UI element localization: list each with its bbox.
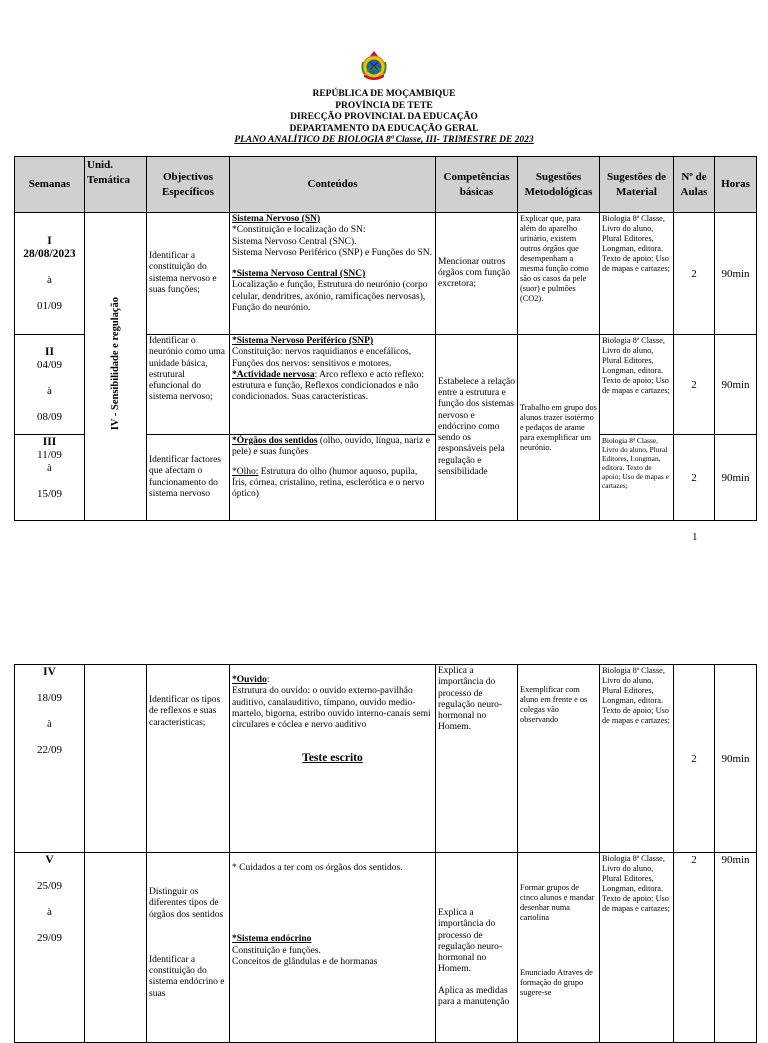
col-unid: Unid. Temática <box>85 157 147 213</box>
plan-table-page1 <box>14 156 757 521</box>
material-cell: Biologia 8ª Classe, Livro do aluno, Plural Editores, Longman, editora. Texto de apoio; Uso de mapas e cartazes; <box>600 853 674 1043</box>
objective-cell: Identificar a constituição do sistema nervoso e suas funções; <box>147 213 230 335</box>
horas-cell: 90min <box>715 335 757 435</box>
content-text: : Arco reflexo e acto reflexo: estrutura e função, Reflexos condicionados e não condicionados. Suas características. <box>232 369 425 403</box>
week-cell <box>15 335 85 435</box>
material-cell: Biologia 8ª Classe, Livro do aluno, Plural Editores, Longman, editora. Texto de apoio; Uso de mapas e cartazes; <box>600 665 674 853</box>
material-cell: Biologia 8ª Classe, Livro do aluno, Plural Editores, Longman, editora. Texto de apoio; Uso de mapas e cartazes; <box>600 213 674 335</box>
week-number: III <box>42 436 57 448</box>
content-text: Sistema Nervoso Central (SNC). <box>232 236 357 247</box>
week-number: IV <box>43 666 56 678</box>
method-text: Formar grupos de cinco alunos e mandar desenhar numa cartolina <box>520 883 595 922</box>
content-text: Constituição: nervos raquidianos e encefálicos, Funções dos nervos: sensitivos e motores. <box>232 347 412 369</box>
competence-text: Explica a importância do processo de regulação neuro-hormonal no Homem. <box>438 908 503 975</box>
objective-cell: Identificar o neurónio como uma unidade básica, estrutural efuncional do sistema nervoso; <box>147 335 230 435</box>
header-direction: DIRECÇÃO PROVINCIAL DA EDUCAÇÃO <box>290 112 478 122</box>
plan-table-page2 <box>14 664 757 1043</box>
week-start: 18/09 <box>36 692 63 704</box>
content-text: (olho, ouvido, língua, nariz e pele) e suas funções <box>232 436 430 458</box>
aulas-cell: 2 <box>674 335 715 435</box>
content-title: Sistema Nervoso (SN) <box>232 214 321 224</box>
horas-cell: 90min <box>715 435 757 521</box>
col-conteudos: Conteúdos <box>230 157 436 213</box>
header-department: DEPARTAMENTO DA EDUCAÇÃO GERAL <box>289 123 479 134</box>
content-title: *Sistema Nervoso Central (SNC) <box>232 269 366 280</box>
content-text: Sistema Nervoso Periférico (SNP) e Funções do SN. <box>232 247 433 258</box>
week-number: V <box>45 854 54 866</box>
content-title: *Olho: <box>232 466 259 477</box>
week-end: 01/09 <box>36 299 63 312</box>
content-title: *Sistema Nervoso Periférico (SNP) <box>232 336 374 346</box>
week-a: à <box>47 718 52 730</box>
content-cell <box>230 435 436 521</box>
content-title: *Órgãos dos sentidos <box>232 436 318 446</box>
content-title: *Actividade nervosa <box>232 369 315 380</box>
horas-cell: 90min <box>715 665 757 853</box>
competence-cell: Estabelece a relação entre a estrutura e função dos sistemas nervoso e endócrino como sendo os responsáveis pela regulação e sensibilidade <box>436 335 518 521</box>
header-province: PROVÍNCIA DE TETE <box>335 100 433 111</box>
objective-cell <box>147 853 230 1043</box>
competence-cell: Mencionar outros órgãos com função excretora; <box>436 213 518 335</box>
content-text: Estrutura do olho (humor aquoso, pupila, Íris, córnea, cristalino, retina, esclerótica e o nervo óptico) <box>232 466 425 500</box>
col-sugestoes-met: Sugestões Metodológicas <box>518 157 600 213</box>
mozambique-emblem-icon <box>358 48 390 84</box>
week-end: 29/09 <box>36 932 63 944</box>
page-number: 1 <box>692 531 698 543</box>
week-a: à <box>47 384 52 397</box>
unit-cell <box>85 665 147 853</box>
objective-text: Identificar a constituição do sistema endócrino e suas <box>149 954 225 999</box>
col-semanas: Semanas <box>15 157 85 213</box>
content-title: *Sistema endócrino <box>232 934 312 945</box>
objective-cell: Identificar os tipos de reflexos e suas características; <box>147 665 230 853</box>
method-cell <box>518 853 600 1043</box>
week-a: à <box>47 273 52 286</box>
content-cell <box>230 853 436 1043</box>
week-start: 25/09 <box>36 880 63 892</box>
table-row <box>15 665 757 853</box>
material-cell: Biologia 8ª Classe, Livro do aluno, Plural Editores, Longman, editora. Texto de apoio; Uso de mapas e cartazes; <box>600 335 674 435</box>
competence-cell: Explica a importância do processo de regulação neuro-hormonal no Homem. <box>436 665 518 853</box>
content-cell <box>230 665 436 853</box>
objective-cell: Identificar factores que afectam o funcionamento do sistema nervoso <box>147 435 230 521</box>
week-end: 22/09 <box>36 744 63 756</box>
col-competencias: Competências básicas <box>436 157 518 213</box>
week-cell <box>15 665 85 853</box>
material-cell: Biologia 8ª Classe, Livro do aluno, Plural Editores, Longman, editora. Texto de apoio; Uso de mapas e cartazes; <box>600 435 674 521</box>
content-cell <box>230 213 436 335</box>
week-start: 11/09 <box>37 449 62 461</box>
content-text: Constituição e funções. <box>232 945 321 956</box>
content-text: Conceitos de glândulas e de hormanas <box>232 956 378 967</box>
unit-cell <box>85 213 147 521</box>
table-row <box>15 213 757 335</box>
week-start: 04/09 <box>36 358 63 371</box>
method-cell: Trabalho em grupo dos alunos trazer isotérmo e pedaços de arame para exemplificar um neurónio. <box>518 335 600 521</box>
aulas-cell: 2 <box>674 213 715 335</box>
unit-cell <box>85 853 147 1043</box>
horas-cell: 90min <box>715 853 757 1043</box>
week-cell <box>15 435 85 521</box>
week-end: 15/09 <box>36 488 63 500</box>
week-a: à <box>47 462 52 474</box>
content-text: *Constituição e localização do SN: <box>232 225 366 236</box>
week-number: II <box>45 345 54 358</box>
content-text: Estrutura do ouvido: o ouvido externo-pavilhão auditivo, canalauditivo, tímpano, ouvido medio-martelo, bigorna, estribo ouvido interno-canais semi circulares e cóclea e nervo auditivo <box>232 686 431 731</box>
week-number: I <box>47 234 52 247</box>
objective-text: Distinguir os diferentes tipos de órgãos dos sentidos <box>149 887 224 920</box>
week-end: 08/09 <box>36 410 63 423</box>
plan-title: PLANO ANALÍTICO DE BIOLOGIA 8ª Classe, III- TRIMESTRE DE 2023 <box>234 135 534 145</box>
competence-text: Aplica as medidas para a manutenção <box>438 985 510 1008</box>
content-cell <box>230 335 436 435</box>
aulas-cell: 2 <box>674 435 715 521</box>
aulas-cell: 2 <box>674 853 715 1043</box>
week-a: à <box>47 906 52 918</box>
document-header <box>0 89 768 147</box>
content-colon: : <box>266 675 270 685</box>
col-horas: Horas <box>715 157 757 213</box>
content-text: * Cuidados a ter com os órgãos dos sentidos. <box>232 863 403 873</box>
test-label: Teste escrito <box>302 752 363 765</box>
col-objectivos: Objectivos Específicos <box>147 157 230 213</box>
method-cell: Explicar que, para além do aparelho urinário, existem outros órgãos que desempenham a mesma função como são os casos da pele (suor) e pulmões (CO2). <box>518 213 600 335</box>
content-text: Localização e função, Estrutura do neurónio (corpo celular, dendritres, axónio, ramificações nervosas), Função do neurónio. <box>232 280 428 314</box>
unit-label: IV - Sensibilidade e regulação <box>110 297 121 431</box>
method-cell: Exemplificar com aluno em frente e os colegas vão observando <box>518 665 600 853</box>
col-aulas: Nº de Aulas <box>674 157 715 213</box>
table-header-row <box>15 157 757 213</box>
content-title: *Ouvido <box>232 675 267 685</box>
method-text: Enunciado Atraves de formação do grupo sugere-se <box>520 968 593 997</box>
horas-cell: 90min <box>715 213 757 335</box>
week-cell <box>15 213 85 335</box>
week-cell <box>15 853 85 1043</box>
header-republic: REPÚBLICA DE MOÇAMBIQUE <box>312 89 456 99</box>
table-row <box>15 853 757 1043</box>
competence-cell <box>436 853 518 1043</box>
aulas-cell: 2 <box>674 665 715 853</box>
week-start: 28/08/2023 <box>23 247 76 260</box>
col-sugestoes-mat: Sugestões de Material <box>600 157 674 213</box>
